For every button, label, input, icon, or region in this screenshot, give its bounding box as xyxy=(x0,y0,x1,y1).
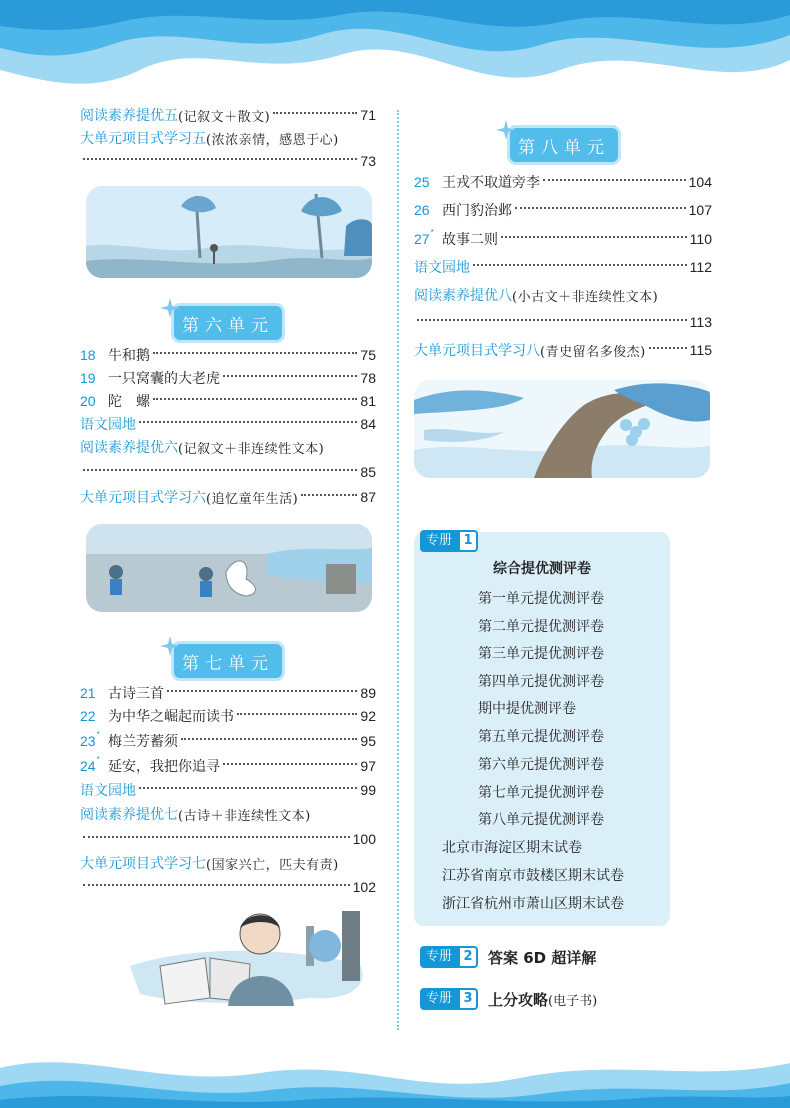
entry-page: 115 xyxy=(689,342,712,358)
leader-dots xyxy=(83,469,357,471)
toc-entry[interactable] xyxy=(80,705,376,727)
toc-entry[interactable] xyxy=(414,284,712,306)
entry-title: 阅读素养提优八 xyxy=(414,288,512,304)
entry-title: 一只窝囊的大老虎 xyxy=(108,371,220,387)
exam-item[interactable]: 第八单元提优测评卷 xyxy=(478,812,604,828)
exam-item[interactable]: 第五单元提优测评卷 xyxy=(478,729,604,745)
leader-dots xyxy=(515,207,686,209)
exam-item[interactable]: 浙江省杭州市萧山区期末试卷 xyxy=(442,896,624,912)
entry-title: 大单元项目式学习八 xyxy=(414,343,540,359)
children-and-goose-illustration xyxy=(86,524,372,612)
toc-entry[interactable] xyxy=(80,730,376,752)
entry-page: 110 xyxy=(689,231,712,247)
entry-page: 92 xyxy=(360,708,376,724)
entry-title: 牛和鹅 xyxy=(108,348,150,364)
toc-entry[interactable] xyxy=(80,127,376,149)
leader-dots xyxy=(83,884,350,886)
tag-number: 1 xyxy=(458,530,478,552)
entry-page: 71 xyxy=(360,107,376,123)
toc-entry[interactable] xyxy=(80,486,376,508)
toc-entry-continued xyxy=(414,311,712,333)
toc-entry[interactable] xyxy=(414,199,712,221)
lesson-number: 25 xyxy=(414,174,430,190)
portrait-and-book-illustration xyxy=(110,906,380,1016)
optional-lesson-star: * xyxy=(430,228,434,237)
toc-entry-continued xyxy=(80,828,376,850)
entry-page: 104 xyxy=(688,174,712,190)
leader-dots xyxy=(649,347,687,349)
entry-title: 阅读素养提优五 xyxy=(80,108,178,124)
entry-note: (浓浓亲情，感恩于心) xyxy=(206,132,339,148)
exam-item[interactable]: 第三单元提优测评卷 xyxy=(478,646,604,662)
toc-entry[interactable] xyxy=(80,413,376,435)
top-wave-decoration xyxy=(0,0,790,110)
supplement-3-title[interactable] xyxy=(488,989,597,1010)
unit-6-badge xyxy=(174,306,282,340)
exam-item[interactable]: 第一单元提优测评卷 xyxy=(478,591,604,607)
entry-page: 100 xyxy=(352,831,376,847)
tag-label: 专册 xyxy=(420,988,458,1010)
entry-title: 西门豹治邺 xyxy=(442,203,512,219)
leader-dots xyxy=(473,264,687,266)
leader-dots xyxy=(417,319,687,321)
entry-page: 87 xyxy=(360,489,376,505)
toc-entry[interactable] xyxy=(80,390,376,412)
supplement-3-note: (电子书) xyxy=(548,994,598,1009)
column-divider xyxy=(397,110,399,1030)
toc-entry[interactable] xyxy=(80,803,376,825)
supplement-1-tag xyxy=(420,530,478,552)
sparkle-icon xyxy=(160,298,180,318)
entry-note: (国家兴亡，匹夫有责) xyxy=(206,857,339,873)
lesson-number-text: 23 xyxy=(80,733,96,749)
toc-entry[interactable] xyxy=(414,256,712,278)
entry-page: 89 xyxy=(360,685,376,701)
entry-page: 84 xyxy=(360,416,376,432)
toc-entry[interactable] xyxy=(80,436,376,458)
entry-title: 大单元项目式学习五 xyxy=(80,131,206,147)
entry-page: 95 xyxy=(360,733,376,749)
plum-tree-illustration xyxy=(414,380,710,478)
sparkle-icon xyxy=(160,636,180,656)
unit-label: 第八单元 xyxy=(518,137,610,158)
toc-entry[interactable] xyxy=(80,682,376,704)
leader-dots xyxy=(139,421,357,423)
leader-dots xyxy=(139,787,357,789)
exam-item[interactable]: 江苏省南京市鼓楼区期末试卷 xyxy=(442,868,624,884)
entry-title: 语文园地 xyxy=(80,783,136,799)
lesson-number: 26 xyxy=(414,202,430,218)
exam-item[interactable]: 第六单元提优测评卷 xyxy=(478,757,604,773)
toc-entry-continued xyxy=(80,461,376,483)
entry-title: 阅读素养提优六 xyxy=(80,440,178,456)
unit-8-badge xyxy=(510,128,618,162)
leader-dots xyxy=(223,763,357,765)
lesson-number: 19 xyxy=(80,370,96,386)
entry-title: 故事二则 xyxy=(442,232,498,248)
toc-entry-continued xyxy=(80,150,376,172)
lesson-number-text: 27 xyxy=(414,231,430,247)
supplement-3-tag xyxy=(420,988,478,1010)
entry-page: 73 xyxy=(360,153,376,169)
supplement-2-tag xyxy=(420,946,478,968)
entry-page: 113 xyxy=(689,314,712,330)
leader-dots xyxy=(153,352,357,354)
entry-page: 85 xyxy=(360,464,376,480)
entry-page: 97 xyxy=(360,758,376,774)
tag-number: 2 xyxy=(458,946,478,968)
bottom-wave-decoration xyxy=(0,1028,790,1108)
unit-7-badge xyxy=(174,644,282,678)
tag-label: 专册 xyxy=(420,530,458,552)
entry-title: 大单元项目式学习六 xyxy=(80,490,206,506)
toc-entry[interactable] xyxy=(80,852,376,874)
entry-note: (追忆童年生活) xyxy=(206,491,299,507)
lesson-number-text: 24 xyxy=(80,758,96,774)
entry-title: 陀 螺 xyxy=(108,394,150,410)
entry-page: 81 xyxy=(360,393,376,409)
entry-note: (小古文＋非连续性文本) xyxy=(512,289,659,305)
entry-title: 为中华之崛起而读书 xyxy=(108,709,234,725)
entry-note: (记叙文＋散文) xyxy=(178,109,271,125)
toc-entry[interactable] xyxy=(414,171,712,193)
entry-title: 王戎不取道旁李 xyxy=(442,175,540,191)
toc-entry-continued xyxy=(80,876,376,898)
leader-dots xyxy=(167,690,357,692)
leader-dots xyxy=(223,375,357,377)
entry-title: 语文园地 xyxy=(80,417,136,433)
leader-dots xyxy=(501,236,687,238)
entry-title: 语文园地 xyxy=(414,260,470,276)
leader-dots xyxy=(237,713,357,715)
entry-title: 阅读素养提优七 xyxy=(80,807,178,823)
optional-lesson-star: * xyxy=(96,730,100,739)
unit-label: 第六单元 xyxy=(182,315,274,336)
lesson-number xyxy=(80,730,108,749)
lesson-number: 22 xyxy=(80,708,96,724)
leader-dots xyxy=(181,738,357,740)
entry-page: 78 xyxy=(360,370,376,386)
entry-title: 梅兰芳蓄须 xyxy=(108,734,178,750)
supplement-1-title: 综合提优测评卷 xyxy=(493,561,591,577)
leader-dots xyxy=(301,494,357,496)
lesson-number: 21 xyxy=(80,685,96,701)
toc-entry[interactable] xyxy=(80,104,376,126)
toc-entry[interactable] xyxy=(80,367,376,389)
toc-entry[interactable] xyxy=(80,344,376,366)
entry-title: 古诗三首 xyxy=(108,686,164,702)
toc-entry[interactable] xyxy=(80,779,376,801)
leader-dots xyxy=(153,398,357,400)
exam-item[interactable]: 第七单元提优测评卷 xyxy=(478,785,604,801)
lesson-number: 20 xyxy=(80,393,96,409)
landscape-illustration xyxy=(86,186,372,278)
tag-label: 专册 xyxy=(420,946,458,968)
lesson-number xyxy=(414,228,442,247)
tag-number: 3 xyxy=(458,988,478,1010)
toc-entry[interactable] xyxy=(80,755,376,777)
sparkle-icon xyxy=(496,120,516,140)
entry-page: 99 xyxy=(360,782,376,798)
optional-lesson-star: * xyxy=(96,755,100,764)
exam-item[interactable]: 第四单元提优测评卷 xyxy=(478,674,604,690)
entry-page: 112 xyxy=(689,259,712,275)
exam-item[interactable]: 第二单元提优测评卷 xyxy=(478,619,604,635)
entry-page: 102 xyxy=(352,879,376,895)
leader-dots xyxy=(273,112,357,114)
entry-page: 75 xyxy=(360,347,376,363)
lesson-number xyxy=(80,755,108,774)
supplement-2-title[interactable]: 答案 6D 超详解 xyxy=(488,949,597,967)
supplement-3-title-text: 上分攻略 xyxy=(488,991,549,1009)
entry-page: 107 xyxy=(688,202,712,218)
toc-entry[interactable] xyxy=(414,339,712,361)
exam-item[interactable]: 北京市海淀区期末试卷 xyxy=(442,840,582,856)
exam-item[interactable]: 期中提优测评卷 xyxy=(478,701,576,717)
leader-dots xyxy=(543,179,686,181)
lesson-number: 18 xyxy=(80,347,96,363)
entry-note: (古诗＋非连续性文本) xyxy=(178,808,311,824)
leader-dots xyxy=(83,836,350,838)
unit-label: 第七单元 xyxy=(182,653,274,674)
toc-entry[interactable] xyxy=(414,228,712,250)
entry-note: (青史留名多俊杰) xyxy=(540,344,646,360)
entry-title: 大单元项目式学习七 xyxy=(80,856,206,872)
leader-dots xyxy=(83,158,357,160)
entry-title: 延安，我把你追寻 xyxy=(108,759,220,775)
entry-note: (记叙文＋非连续性文本) xyxy=(178,441,325,457)
